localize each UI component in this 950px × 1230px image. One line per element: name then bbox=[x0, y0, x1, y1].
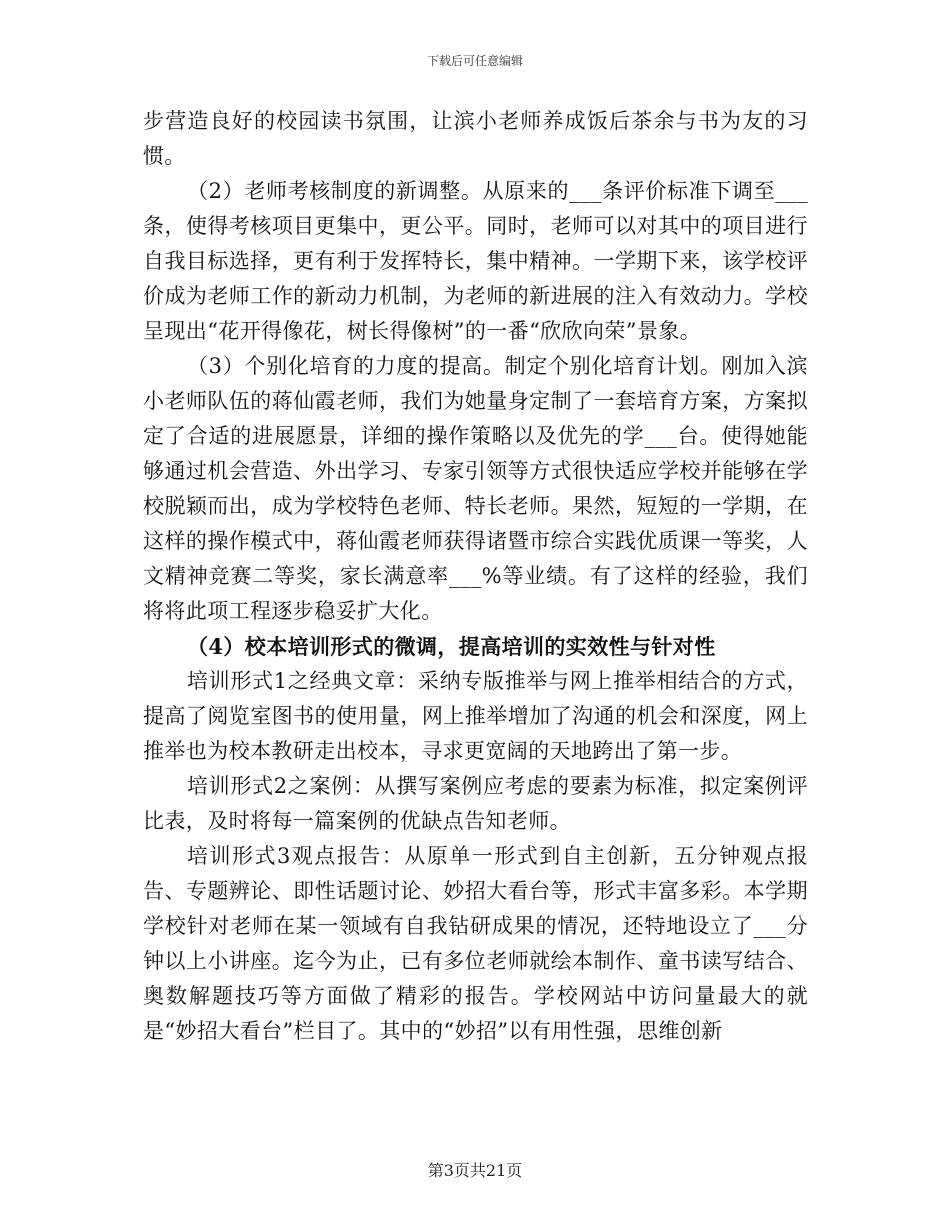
paragraph-5: 培训形式1之经典文章：采纳专版推举与网上推举相结合的方式，提高了阅览室图书的使用量，网上推举增加了沟通的机会和深度，网上推举也为校本教研走出校本，寻求更宽阔的天地跨出了第一步。 bbox=[143, 669, 808, 763]
page-header-note: 下载后可任意编辑 bbox=[426, 54, 523, 68]
paragraph-3: （3）个别化培育的力度的提高。制定个别化培育计划。刚加入滨小老师队伍的蒋仙霞老师，我们为她量身定制了一套培育方案，方案拟定了合适的进展愿景，详细的操作策略以及优先的学___台。使得她能够通过机会营造、外出学习、专家引领等方式很快适应学校并能够在学校脱颖而出，成为学校特色老师、特长老师。果然，短短的一学期，在这样的操作模式中，蒋仙霞老师获得诸暨市综合实践优质课一等奖，人文精神竞赛二等奖，家长满意率___%等业绩。有了这样的经验，我们将将此项工程逐步稳妥扩大化。 bbox=[143, 354, 808, 623]
section-heading: （4）校本培训形式的微调，提高培训的实效性与针对性 bbox=[187, 634, 716, 659]
paragraph-1: 步营造良好的校园读书氛围，让滨小老师养成饭后茶余与书为友的习惯。 bbox=[143, 109, 808, 168]
page-number: 第3页共21页 bbox=[427, 1161, 523, 1180]
paragraph-2: （2）老师考核制度的新调整。从原来的___条评价标准下调至___条，使得考核项目更集中，更公平。同时，老师可以对其中的项目进行自我目标选择，更有利于发挥特长，集中精神。一学期下来，该学校评价成为老师工作的新动力机制，为老师的新进展的注入有效动力。学校呈现出“花开得像花，树长得像树”的一番“欣欣向荣”景象。 bbox=[143, 179, 808, 343]
document-body bbox=[143, 104, 808, 1049]
paragraph-7: 培训形式3观点报告：从原单一形式到自主创新，五分钟观点报告、专题辨论、即性话题讨论、妙招大看台等，形式丰富多彩。本学期学校针对老师在某一领域有自我钻研成果的情况，还特地设立了___分钟以上小讲座。迄今为止，已有多位老师就绘本制作、童书读写结合、奥数解题技巧等方面做了精彩的报告。学校网站中访问量最大的就是“妙招大看台”栏目了。其中的“妙招”以有用性强，思维创新 bbox=[143, 844, 808, 1043]
paragraph-6: 培训形式2之案例：从撰写案例应考虑的要素为标准，拟定案例评比表，及时将每一篇案例的优缺点告知老师。 bbox=[143, 774, 808, 833]
